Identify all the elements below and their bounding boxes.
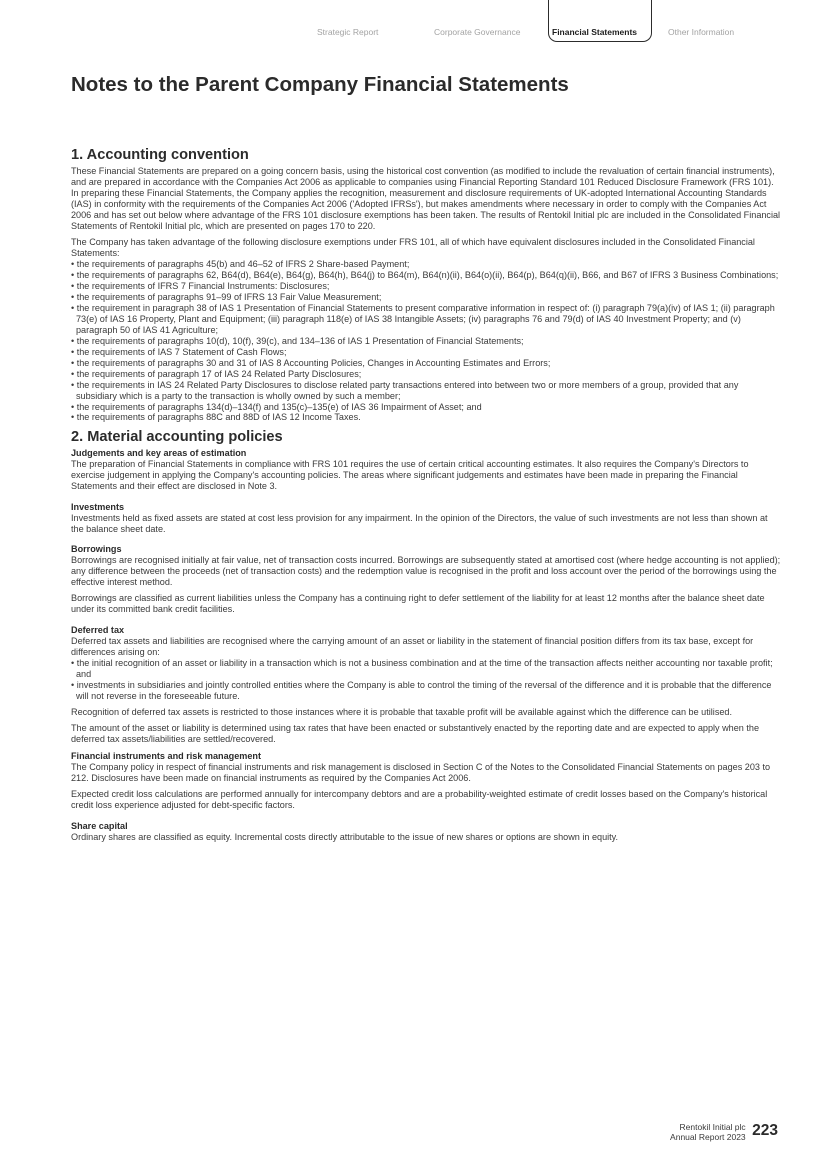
list-item: • the requirements of paragraphs 45(b) and 46–52 of IFRS 2 Share-based Payment; [71,259,781,270]
investments-heading: Investments [71,501,125,512]
section-1-heading: 1. Accounting convention [71,147,249,163]
deferred-tax-text-1: Deferred tax assets and liabilities are recognised where the carrying amount of an asset or liability in the statement of financial position differs from its tax base, except for differences arising on: [71,635,754,657]
list-item: • the requirement in paragraph 38 of IAS 1 Presentation of Financial Statements to present comparative information in respect of: (i) paragraph 79(a)(iv) of IAS 1; (ii) paragraph 73(e) of IAS 16 Property, Plant and Equipment; (iii) paragraph 118(e) of IAS 38 Intangible Assets; (iv) paragraphs 76 and 79(d) of IAS 40 Investment Property; and (v) paragraph 50 of IAS 41 Agriculture; [71,303,781,336]
list-item: • the requirements of paragraphs 10(d), 10(f), 39(c), and 134–136 of IAS 1 Presentation of Financial Statements; [71,336,781,347]
tab-strategic-report[interactable]: Strategic Report [317,27,379,37]
list-item: • the requirements of paragraphs 91–99 of IFRS 13 Fair Value Measurement; [71,292,781,303]
page-title: Notes to the Parent Company Financial Statements [71,73,569,96]
tab-other-information[interactable]: Other Information [668,27,735,37]
list-item: • the initial recognition of an asset or liability in a transaction which is not a business combination and at the time of the transaction affects neither accounting nor taxable profit; and [71,658,781,680]
list-item: • the requirements of IFRS 7 Financial Instruments: Disclosures; [71,281,781,292]
financial-instruments-heading: Financial instruments and risk management [71,750,262,761]
section-1-paragraph-2: The Company has taken advantage of the following disclosure exemptions under FRS 101, all of which have equivalent disclosures included in the Consolidated Financial Statements: [71,237,755,259]
footer-report: Annual Report 2023 [670,1131,746,1142]
share-capital-text: Ordinary shares are classified as equity. Incremental costs directly attributable to the issue of new shares or options are shown in equity. [71,831,619,842]
list-item: • the requirements of IAS 7 Statement of Cash Flows; [71,347,781,358]
page-number: 223 [752,1122,778,1139]
section-1-paragraph-1: These Financial Statements are prepared on a going concern basis, using the historical cost convention (as modified to include the revaluation of certain financial instruments), and are prepared in accordance with the Companies Act 2006 as applicable to companies using Financial Reporting Standard 101 Reduced Disclosure Framework (FRS 101). In preparing these Financial Statements, the Company applies the recognition, measurement and disclosure requirements of UK-adopted International Accounting Standards (IAS) in conformity with the requirements of the Companies Act 2006 ('Adopted IFRSs'), but makes amendments where necessary in order to comply with the Companies Act 2006 and has set out below where advantage of the FRS 101 disclosure exemptions has been taken. The results of Rentokil Initial plc are included in the Consolidated Financial Statements of Rentokil Initial plc, which are presented on pages 170 to 220. [71,166,781,231]
financial-instruments-text-2: Expected credit loss calculations are performed annually for intercompany debtors and are a probability-weighted estimate of credit losses based on the Company's historical credit loss experience adjusted for debt-specific factors. [71,789,768,811]
list-item: • investments in subsidiaries and jointly controlled entities where the Company is able to control the timing of the reversal of the difference and it is probable that the difference will not reverse in the foreseeable future. [71,680,781,702]
borrowings-text-2: Borrowings are classified as current liabilities unless the Company has a continuing right to defer settlement of the liability for at least 12 months after the balance sheet date under its committed bank credit facilities. [71,593,765,615]
section-2-heading: 2. Material accounting policies [71,429,283,446]
top-navigation [0,0,825,46]
tab-corporate-governance[interactable]: Corporate Governance [434,27,521,37]
investments-text: Investments held as fixed assets are stated at cost less provision for any impairment. In the opinion of the Directors, the value of such investments are not less than shown at the balance sheet date. [71,512,768,534]
list-item: • the requirements of paragraphs 88C and 88D of IAS 12 Income Taxes. [71,412,781,423]
page-footer [670,1123,778,1142]
borrowings-heading: Borrowings [71,544,122,555]
financial-instruments-text-1: The Company policy in respect of financial instruments and risk management is disclosed in Section C of the Notes to the Consolidated Financial Statements on pages 203 to 212. Disclosures have been made on financial instruments as required by the Companies Act 2006. [71,761,771,783]
main-content [71,147,781,848]
borrowings-text-1: Borrowings are recognised initially at fair value, net of transaction costs incurred. Borrowings are subsequently stated at amortised cost (where hedge accounting is not applied); any difference between the proceeds (net of transaction costs) and the redemption value is recognised in the profit and loss account over the period of the borrowings using the effective interest method. [71,555,781,587]
list-item: • the requirements of paragraph 17 of IAS 24 Related Party Disclosures; [71,369,781,380]
list-item: • the requirements of paragraphs 134(d)–134(f) and 135(c)–135(e) of IAS 36 Impairment of Asset; and [71,402,781,413]
judgements-text: The preparation of Financial Statements in compliance with FRS 101 requires the use of certain critical accounting estimates. It also requires the Company's Directors to exercise judgement in applying the Company's accounting policies. The areas where significant judgements and estimates have been made in preparing the Financial Statements and their effect are disclosed in Note 3. [71,459,749,492]
deferred-tax-list [71,658,781,702]
deferred-tax-text-3: The amount of the asset or liability is determined using tax rates that have been enacted or substantively enacted by the reporting date and are expected to apply when the deferred tax assets/liabilities are settled/recovered. [71,723,760,745]
deferred-tax-text-2: Recognition of deferred tax assets is restricted to those instances where it is probable that taxable profit will be available against which the difference can be utilised. [71,706,733,717]
exemptions-list [71,259,781,423]
footer-company: Rentokil Initial plc [679,1122,746,1132]
list-item: • the requirements in IAS 24 Related Party Disclosures to disclose related party transactions entered into between two or more members of a group, provided that any subsidiary which is a party to the transaction is wholly owned by such a member; [71,380,781,402]
list-item: • the requirements of paragraphs 62, B64(d), B64(e), B64(g), B64(h), B64(j) to B64(m), B64(n)(ii), B64(o)(ii), B64(p), B64(q)(ii), B66, and B67 of IFRS 3 Business Combinations; [71,270,781,281]
share-capital-heading: Share capital [71,820,128,831]
judgements-heading: Judgements and key areas of estimation [71,448,247,459]
tab-financial-statements[interactable]: Financial Statements [548,0,652,42]
deferred-tax-heading: Deferred tax [71,624,125,635]
list-item: • the requirements of paragraphs 30 and 31 of IAS 8 Accounting Policies, Changes in Accounting Estimates and Errors; [71,358,781,369]
footer-company-block [670,1123,746,1142]
